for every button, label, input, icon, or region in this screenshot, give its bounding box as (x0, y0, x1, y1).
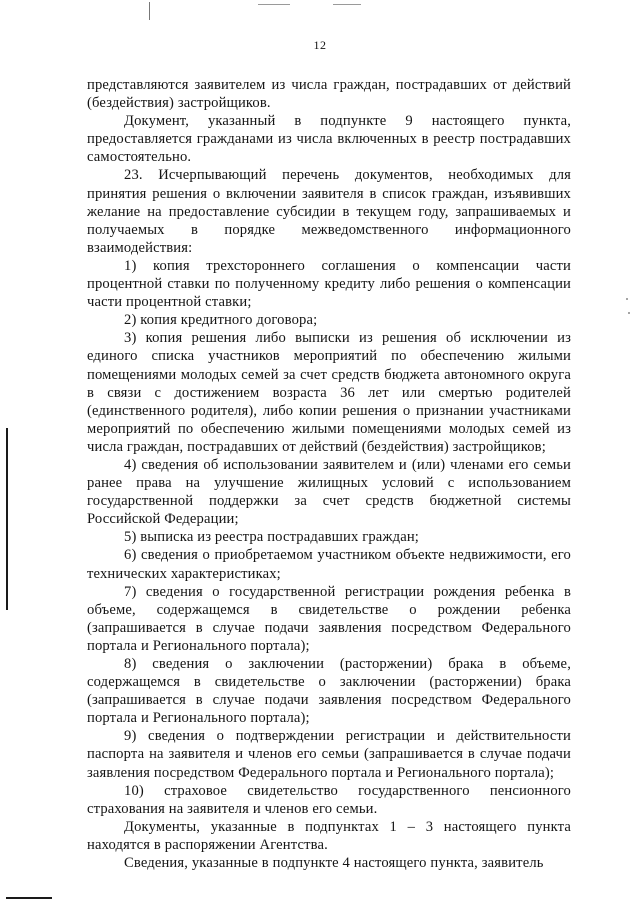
scan-speck-right-2 (628, 312, 630, 314)
list-item: 6) сведения о приобретаемом участником объекте недвижимости, его технических характеристиках; (87, 547, 571, 582)
list-item: 1) копия трехстороннего соглашения о компенсации части процентной ставки по полученному кредиту либо решения о компенсации части процентной ставки; (87, 257, 571, 311)
paragraph: Документ, указанный в подпункте 9 настоящего пункта, предоставляется гражданами из числа включенных в реестр пострадавших самостоятельно. (87, 113, 571, 166)
scan-speck-top (258, 4, 290, 5)
scan-speck-top-2 (333, 4, 361, 5)
list-item: 2) копия кредитного договора; (124, 312, 318, 329)
document-body (87, 76, 571, 872)
paragraph: представляются заявителем из числа граждан, пострадавших от действий (бездействия) застройщиков. (87, 77, 571, 112)
list-item: 4) сведения об использовании заявителем и (или) членами его семьи ранее права на улучшение жилищных условий с использованием государственной поддержки за счет средств бюджетной системы Российской Федерации; (87, 456, 571, 528)
paragraph: 23. Исчерпывающий перечень документов, необходимых для принятия решения о включении заявителя в список граждан, изъявивших желание на предоставление субсидии в текущем году, запрашиваемых и получаемых в порядке межведомственного информационного взаимодействия: (87, 167, 571, 256)
list-item: 8) сведения о заключении (расторжении) брака в объеме, содержащемся в свидетельстве о заключении (расторжении) брака (запрашивается в случае подачи заявления посредством Федерального портала и Регионального портала); (87, 656, 571, 727)
list-item: 7) сведения о государственной регистрации рождения ребенка в объеме, содержащемся в свидетельстве о рождении ребенка (запрашивается в случае подачи заявления посредством Федерального портала и Регионального портала); (87, 583, 571, 654)
paragraph: Сведения, указанные в подпункте 4 настоящего пункта, заявитель (124, 855, 544, 872)
list-item: 9) сведения о подтверждении регистрации и действительности паспорта на заявителя и членов его семьи (запрашивается в случае подачи заявления посредством Федерального портала и Регионального портала); (87, 728, 571, 781)
scan-mark-top-left (149, 2, 150, 20)
page-number: 12 (313, 38, 327, 52)
scan-mark-left-edge (6, 428, 8, 610)
paragraph: Документы, указанные в подпунктах 1 – 3 настоящего пункта находятся в распоряжении Агентства. (87, 818, 571, 853)
list-item: 5) выписка из реестра пострадавших граждан; (124, 529, 420, 546)
scan-mark-bottom-left (6, 897, 52, 899)
scan-speck-right (626, 298, 628, 300)
list-item: 10) страховое свидетельство государственного пенсионного страхования на заявителя и членов его семьи. (87, 782, 571, 817)
list-item: 3) копия решения либо выписки из решения об исключении из единого списка участников мероприятий по обеспечению жилыми помещениями молодых семей за счет средств бюджета автономного округа в связи с достижением возраста 36 лет или смертью родителей (единственного родителя), либо копии решения о признании участниками мероприятий по обеспечению жилыми помещениями молодых семей из числа граждан, пострадавших от действий (бездействия) застройщиков; (87, 330, 571, 455)
